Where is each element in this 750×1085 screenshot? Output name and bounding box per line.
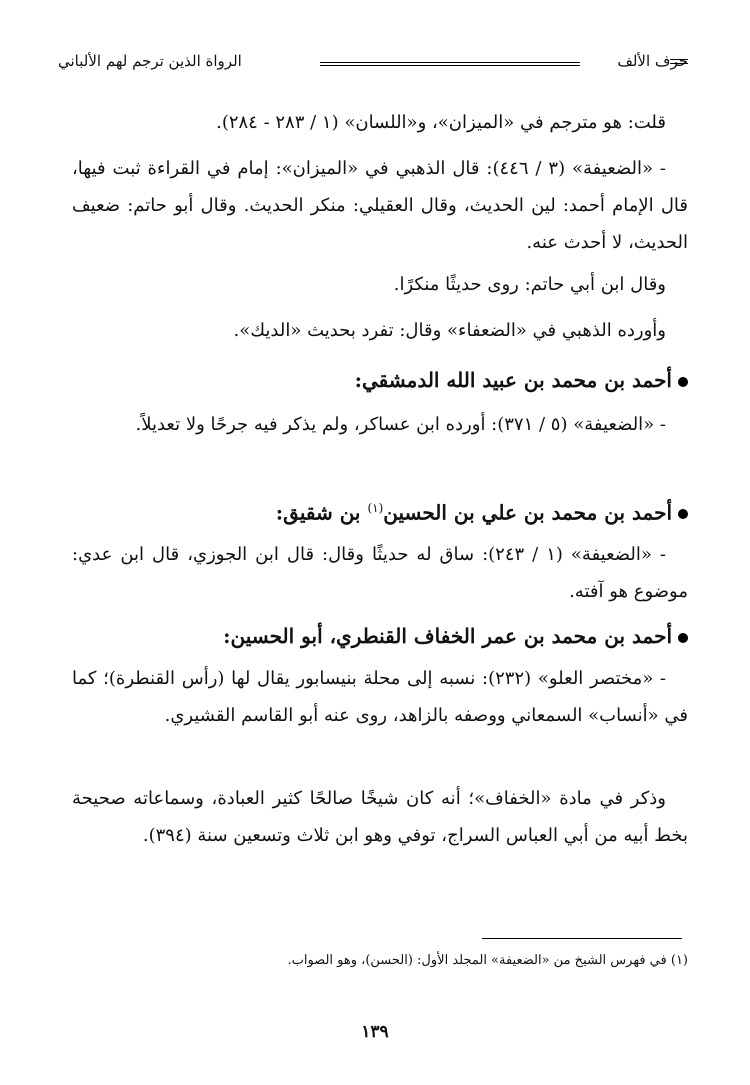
paragraph-dhahabi: - «الضعيفة» (٣ / ٤٤٦): قال الذهبي في «الميزان»: إمام في القراءة ثبت فيها، قال الإمام أحمد: لين الحديث، وقال العقيلي: منكر الحديث. وقال أبو حاتم: ضعيف الحديث، لا أحدث عنه. (72, 158, 688, 253)
entry-text-2: - «الضعيفة» (١ / ٢٤٣): ساق له حديثًا وقال: قال ابن الجوزي، قال ابن عدي: موضوع هو آفته. (72, 544, 688, 602)
entry-text-3b: وذكر في مادة «الخفاف»؛ أنه كان شيخًا صالحًا كثير العبادة، وسماعاته صحيحة بخط أبيه من أبي العباس السراج، توفي وهو ابن ثلاث وتسعين سنة (٣٩٤). (72, 788, 688, 846)
entry-title-2 (72, 492, 688, 529)
bullet-icon (678, 509, 688, 519)
header-rule (320, 62, 580, 63)
page-number: ١٣٩ (361, 1022, 389, 1042)
header-mark-2 (670, 63, 688, 64)
entry-title-1-text: أحمد بن محمد بن عبيد الله الدمشقي: (354, 368, 672, 392)
header-book-title: الرواة الذين ترجم لهم الألباني (58, 52, 242, 70)
header-mark (670, 59, 688, 60)
paragraph-ibn-abi-hatim: وقال ابن أبي حاتم: روى حديثًا منكرًا. (393, 274, 666, 295)
entry-title-1 (72, 364, 688, 396)
entry-title-2-text-b: بن شقيق: (275, 500, 368, 525)
bullet-icon (678, 633, 688, 643)
entry-title-3 (72, 620, 688, 652)
footnote: (١) في فهرس الشيخ من «الضعيفة» المجلد الأول: (الحسن)، وهو الصواب. (287, 953, 688, 968)
paragraph-duafa: وأورده الذهبي في «الضعفاء» وقال: تفرد بحديث «الديك». (233, 320, 666, 341)
entry-text-3a: - «مختصر العلو» (٢٣٢): نسبه إلى محلة بنيسابور يقال لها (رأس القنطرة)؛ كما في «أنساب» السمعاني ووصفه بالزاهد، روى عنه أبو القاسم القشيري. (72, 668, 688, 726)
footnote-ref: (١) (367, 501, 384, 515)
paragraph-note: قلت: هو مترجم في «الميزان»، و«اللسان» (١ / ٢٨٣ - ٢٨٤). (216, 112, 666, 133)
header-chapter: حرف الألف (617, 52, 688, 70)
running-header (58, 50, 688, 72)
bullet-icon (678, 377, 688, 387)
header-rule-2 (320, 65, 580, 66)
footnote-rule (482, 938, 682, 939)
entry-text-1: - «الضعيفة» (٥ / ٣٧١): أورده ابن عساكر، ولم يذكر فيه جرحًا ولا تعديلاً. (135, 414, 666, 435)
entry-title-2-text-a: أحمد بن محمد بن علي بن الحسين (383, 500, 672, 525)
entry-title-3-text: أحمد بن محمد بن عمر الخفاف القنطري، أبو الحسين: (223, 624, 672, 648)
